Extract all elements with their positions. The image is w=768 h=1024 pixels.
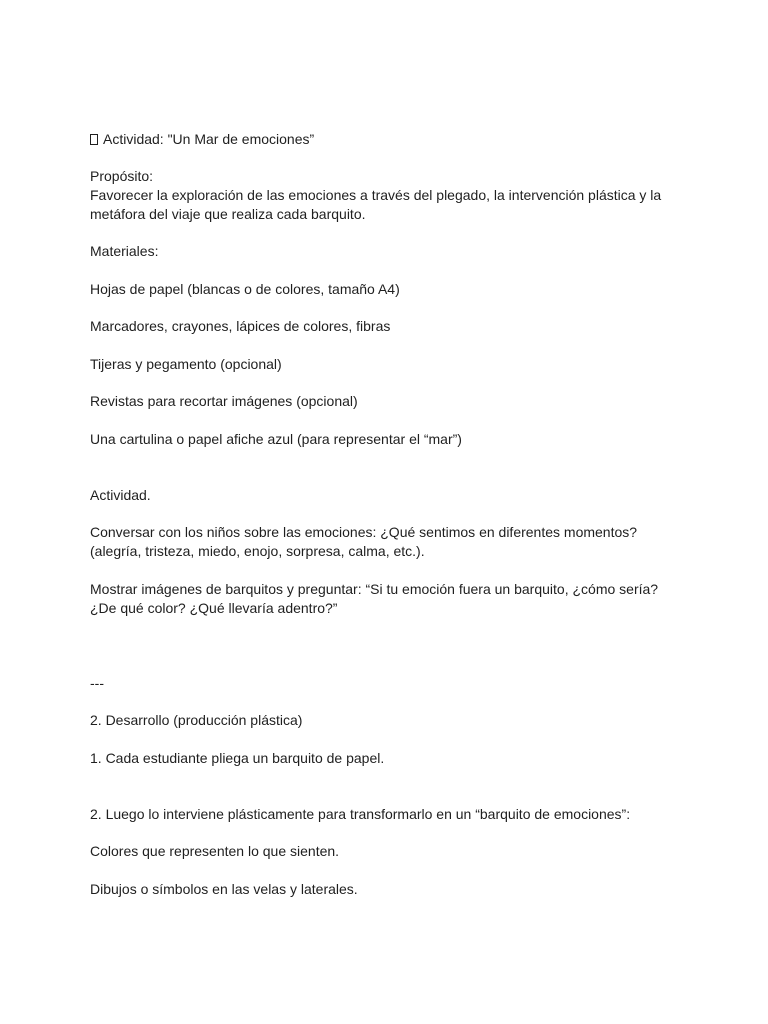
conversar-line-2: (alegría, tristeza, miedo, enojo, sorpresa, calma, etc.). <box>90 543 425 559</box>
material-item: Tijeras y pegamento (opcional) <box>90 356 282 372</box>
missing-glyph-icon <box>90 134 98 145</box>
mostrar-line-1: Mostrar imágenes de barquitos y preguntar: “Si tu emoción fuera un barquito, ¿cómo sería? <box>90 581 659 597</box>
activity-title-text: Actividad: "Un Mar de emociones” <box>103 131 315 147</box>
actividad-heading: Actividad. <box>90 487 151 503</box>
desarrollo-heading: 2. Desarrollo (producción plástica) <box>90 712 303 728</box>
mostrar-line-2: ¿De qué color? ¿Qué llevaría adentro?” <box>90 600 338 616</box>
step-2: 2. Luego lo interviene plásticamente para transformarlo en un “barquito de emociones”: <box>90 806 631 822</box>
proposito-heading: Propósito: <box>90 168 154 184</box>
step-1: 1. Cada estudiante pliega un barquito de papel. <box>90 750 385 766</box>
material-item: Marcadores, crayones, lápices de colores, fibras <box>90 318 391 334</box>
proposito-text-line-2: metáfora del viaje que realiza cada barquito. <box>90 206 366 222</box>
material-item: Hojas de papel (blancas o de colores, tamaño A4) <box>90 281 400 297</box>
colores-item: Colores que representen lo que sienten. <box>90 843 340 859</box>
dibujos-item: Dibujos o símbolos en las velas y laterales. <box>90 881 358 897</box>
materiales-heading: Materiales: <box>90 243 159 259</box>
material-item: Revistas para recortar imágenes (opcional) <box>90 393 358 409</box>
conversar-line-1: Conversar con los niños sobre las emociones: ¿Qué sentimos en diferentes momentos? <box>90 524 638 540</box>
proposito-text-line-1: Favorecer la exploración de las emociones a través del plegado, la intervención plástica y la <box>90 187 662 203</box>
activity-title <box>90 130 314 148</box>
separator: --- <box>90 675 104 691</box>
material-item: Una cartulina o papel afiche azul (para representar el “mar”) <box>90 431 462 447</box>
